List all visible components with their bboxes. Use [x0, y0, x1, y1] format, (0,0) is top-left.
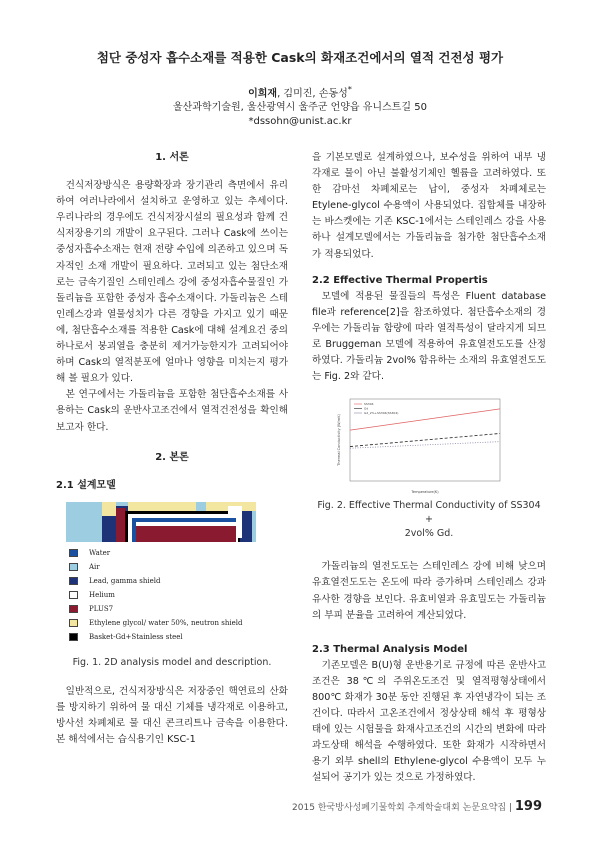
legend-swatch	[69, 605, 78, 613]
section-2-1-heading: 2.1 설계모델	[56, 479, 116, 491]
legend-text-0: SS304	[364, 402, 374, 407]
legend-swatch	[69, 563, 78, 571]
section-2-3-heading: 2.3 Thermal Analysis Model	[312, 643, 468, 655]
left-column	[56, 150, 288, 748]
section-2-2-paragraph-2: 가돌리늄의 열전도도는 스테인레스 강에 비해 낮으며 유효열전도도는 온도에 따라 증가하며 스테인레스 강과 유사한 경향을 보인다. 유효비열과 유효밀도는 가돌리늄의 부피 분율을 고려하여 계산되었다.	[312, 561, 546, 621]
legend-text-2: Gd_2%+SS304(SS304)	[364, 411, 399, 416]
intro-paragraph-1: 건식저장방식은 용량확장과 장기관리 측면에서 유리하여 여러나라에서 설치하고 운영하고 있는 추세이다. 우리나라의 경우에도 건식저장시설의 필요성과 함께 건식저장용기의 개발이 요구된다. 그러나 Cask에 쓰이는 중성자흡수소재는 현재 전량 수입에 의존하고 있으며 독자적인 소재 개발이 필요하다. 고려되고 있는 첨단소재로는 금속기질인 스테인레스 강에 중성자흡수물질인 가돌리늄을 포함한 중성자 흡수소재이다. 가돌리늄은 스테인레스강과 열물성치가 다른 경향을 가지고 있기 때문에, 첨단흡수소재를 적용한 Cask에 대해 설계요건 중의 하나로서 붕괴열을 충분히 제거가능한지가 고려되어야 하며 Cask의 열적분포에 얼마나 영향을 미치는지 평가해 볼 필요가 있다.	[56, 180, 288, 385]
intro-heading: 1. 서론	[155, 152, 189, 163]
legend-label: Lead, gamma shield	[89, 576, 161, 585]
legend-label: Basket-Gd+Stainless steel	[89, 632, 183, 641]
legend-swatch	[69, 619, 78, 627]
legend-swatch	[69, 633, 78, 641]
figure-2-caption-line-1: Fig. 2. Effective Thermal Conductivity of SS304 +	[317, 500, 541, 526]
footer-text: 2015 한국방사성폐기물학회 추계학술대회 논문요약집	[292, 803, 507, 813]
figure-1-caption: Fig. 1. 2D analysis model and description.	[72, 656, 272, 668]
thermal-conductivity-chart	[312, 393, 546, 497]
co-authors: , 김미진, 손동성	[277, 88, 348, 100]
legend-label: Ethylene glycol/ water 50%, neutron shield	[89, 618, 243, 627]
material-legend	[69, 548, 256, 648]
legend-swatch	[69, 549, 78, 557]
figure-2-caption-line-2: 2vol% Gd.	[404, 528, 454, 540]
chart-svg	[312, 393, 546, 497]
right-column	[312, 150, 546, 787]
page-number: 199	[514, 799, 542, 814]
legend-text-1: Gd	[364, 406, 369, 411]
section-2-2-heading: 2.2 Effective Thermal Propertis	[312, 274, 488, 286]
legend-label: Helium	[89, 590, 115, 599]
footer-separator: |	[506, 803, 515, 813]
figure-2-caption	[312, 499, 546, 541]
legend-label: Water	[89, 548, 111, 557]
legend-label: PLUS7	[89, 604, 114, 613]
section-2-1-paragraph: 일반적으로, 건식저장방식은 저장중인 핵연료의 산화를 방지하기 위하여 물 대신 기체를 냉각재로 이용하고, 방사선 차폐체로 물 대신 콘크리트나 금속을 이용한다. 본 해석에서는 습식용기인 KSC-1	[56, 685, 288, 746]
legend-label: Air	[89, 562, 100, 571]
body-heading: 2. 본론	[155, 451, 189, 463]
cask-cross-section	[66, 500, 256, 542]
intro-paragraph-2: 본 연구에서는 가돌리늄을 포함한 첨단흡수소재를 사용하는 Cask의 운반사고조건에서 열적건전성을 확인해보고자 한다.	[56, 389, 288, 433]
paper-title: 첨단 중성자 흡수소재를 적용한 Cask의 화재조건에서의 열적 건전성 평가	[96, 50, 504, 65]
affiliation: 울산과학기술원, 울산광역시 울주군 언양읍 유니스트길 50	[173, 102, 427, 114]
section-2-3-paragraph: 기존모델은 B(U)형 운반용기로 규정에 따른 운반사고조건은 38℃의 주위온도조건 및 열적평형상태에서 800℃ 화재가 30분 동안 진행된 후 자연냉각이 되는 조건이다. 따라서 고온조건에서 정상상태 해석 후 평형상태에 있는 시험물을 화재사고조건의 시간의 변화에 따라 과도상태 해석을 수행하였다. 또한 화재가 시작하면서 용기 외부 shell의 Ethylene-glycol 수용액이 모두 누설되어 공기가 있는 것으로 가정하였다.	[312, 659, 546, 784]
legend-swatch	[69, 577, 78, 585]
chart-ylabel: Thermal Conductivity (W/mK)	[337, 414, 341, 467]
author-block	[0, 82, 600, 129]
corresponding-mark: *	[347, 84, 352, 94]
legend-swatch	[69, 591, 78, 599]
chart-xlabel: Temperature(K)	[411, 490, 439, 495]
section-2-2-paragraph-1: 모델에 적용된 물질들의 특성은 Fluent database file과 reference[2]을 참조하였다. 첨단흡수소재의 경우에는 가돌리늄 함량에 따라 열적특성이 달라지게 되므로 Bruggeman 모델에 적용하여 유효열전도도를 산정하였다. 가돌리늄 2vol% 함유하는 소재의 유효열전도도는 Fig. 2와 같다.	[312, 290, 546, 383]
main-author: 이희재	[248, 88, 278, 100]
right-paragraph-continued: 을 기본모델로 설계하였으나, 보수성을 위하여 내부 냉각재로 물이 아닌 불활성기체인 헬륨을 고려하였다. 또한 감마선 차폐체로는 납이, 중성자 차폐체로는 Etylene-glycol 수용액이 사용되었다. 집합체를 내장하는 바스켓에는 기존 KSC-1에서는 스테인레스 강을 사용하나 설계모델에서는 가돌리늄을 첨가한 첨단흡수소재가 적용되었다.	[312, 152, 546, 260]
email: *dssohn@unist.ac.kr	[248, 116, 352, 128]
page-footer	[292, 799, 542, 814]
cask-diagram	[66, 500, 256, 650]
